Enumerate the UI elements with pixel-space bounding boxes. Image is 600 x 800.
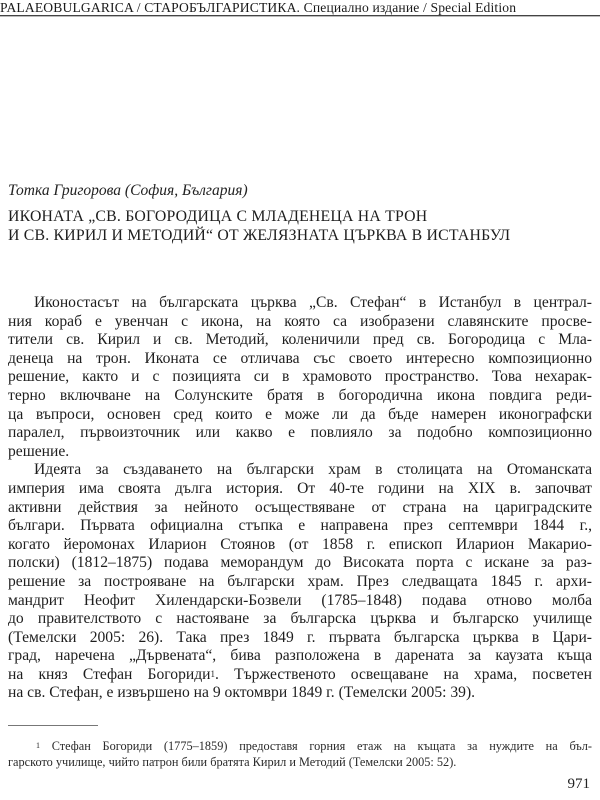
text-line: терно включване на Солунските братя в богородична икона повдига реди- bbox=[8, 386, 592, 404]
footnote bbox=[8, 738, 592, 770]
text-segment: . Тържественото освещаване на храма, посветен bbox=[215, 665, 592, 683]
article-title bbox=[8, 207, 598, 245]
article-author: Тотка Григорова (София, България) bbox=[8, 182, 248, 199]
text-line: решение за построяване на български храм. През следващата 1845 г. архи- bbox=[8, 572, 592, 590]
text-line: денеца на трон. Иконата се отличава със своето интересно композиционно bbox=[8, 349, 592, 367]
footnote-rule bbox=[8, 725, 98, 726]
text-line: мандрит Неофит Хилендарски-Бозвели (1785–1848) подава отново молба bbox=[8, 591, 592, 609]
text-line: (Темелски 2005: 26). Така през 1849 г. първата българска църква в Цари- bbox=[8, 628, 592, 646]
text-line-with-footnote bbox=[8, 666, 592, 685]
text-line: Идеята за създаването на български храм в столицата на Отоманската bbox=[34, 461, 592, 479]
footnote-line: гарското училище, чийто патрон били братята Кирил и Методий (Темелски 2005: 52). bbox=[8, 755, 457, 769]
text-line: полски) (1812–1875) подава меморандум до Високата порта с искане за раз- bbox=[8, 554, 592, 572]
text-line: на св. Стефан, е извършено на 9 октомври 1849 г. (Темелски 2005: 39). bbox=[8, 684, 476, 702]
text-segment: на княз Стефан Богориди bbox=[8, 665, 211, 683]
page-number: 971 bbox=[567, 776, 590, 792]
text-line: паралел, първоизточник или какво е повлияло за подобно композиционно bbox=[8, 424, 592, 442]
text-line: тители св. Кирил и св. Методий, коленичили пред св. Богородица с Мла- bbox=[8, 331, 592, 349]
paragraph-1 bbox=[8, 294, 592, 461]
text-line: империя има своята дълга история. От 40-те години на XIX в. започват bbox=[8, 479, 592, 497]
text-line: когато йеромонах Иларион Стоянов (от 1858 г. епископ Иларион Макарио- bbox=[8, 535, 592, 553]
footnote-number: 1 bbox=[36, 741, 40, 750]
text-line: до правителството с настояване за българска църква и българско училище bbox=[8, 610, 592, 628]
text-line: ния кораб е увенчан с икона, на която са изобразени славянските просве- bbox=[8, 312, 592, 330]
text-line: град, наречена „Дървената“, бива разположена в дарената за каузата къща bbox=[8, 647, 592, 665]
footnote-reference[interactable]: 1 bbox=[210, 668, 216, 679]
article-body bbox=[8, 294, 592, 703]
text-line: решение, както и с позицията си в храмовото пространство. Това нехарак- bbox=[8, 368, 592, 386]
text-line: решение. bbox=[8, 442, 70, 460]
text-line: българи. Първата официална стъпка е направена през септември 1844 г., bbox=[8, 517, 592, 535]
header-rule bbox=[0, 15, 600, 17]
footnote-text: Стефан Богориди (1775–1859) предоставя горния етаж на къщата за нуждите на бъл- bbox=[51, 739, 592, 753]
text-line: активни действия за нейното осъществяване от страна на цариградските bbox=[8, 498, 592, 516]
paragraph-2 bbox=[8, 461, 592, 703]
running-header: PALAEOBULGARICA / СТАРОБЪЛГАРИСТИКА. Специално издание / Special Edition bbox=[0, 0, 517, 15]
title-line: ИКОНАТА „СВ. БОГОРОДИЦА С МЛАДЕНЕЦА НА ТРОН bbox=[8, 208, 428, 225]
footnote-line bbox=[8, 738, 592, 754]
text-line: Иконостасът на българската църква „Св. Стефан“ в Истанбул в централ- bbox=[34, 294, 592, 311]
title-line: И СВ. КИРИЛ И МЕТОДИЙ“ ОТ ЖЕЛЯЗНАТА ЦЪРКВА В ИСТАНБУЛ bbox=[8, 227, 511, 244]
text-line: ца въпроси, основен сред които е може ли да бъде намерен иконографски bbox=[8, 405, 592, 423]
